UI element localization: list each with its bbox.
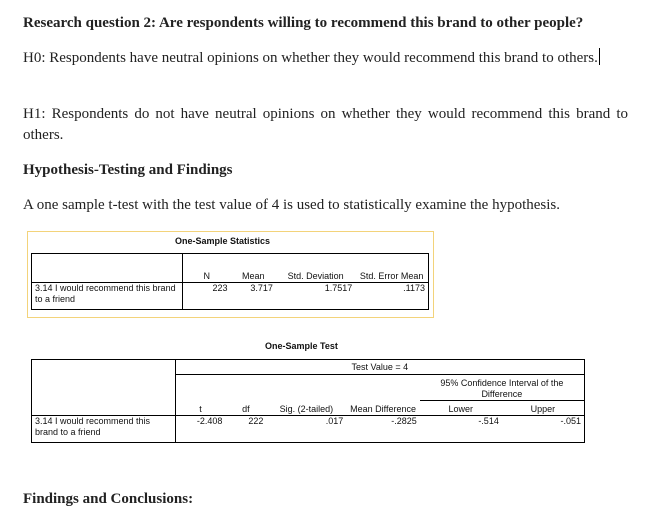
stats-sd: 1.7517 — [276, 283, 355, 310]
hypothesis-h0 — [23, 48, 628, 69]
test-title: One-Sample Test — [265, 341, 338, 351]
test-md: -.2825 — [346, 416, 419, 443]
test-spacer-df — [225, 375, 266, 401]
test-table — [31, 359, 585, 443]
test-row-label: 3.14 I would recommend this brand to a friend — [32, 416, 176, 443]
test-spacer-sig — [266, 375, 346, 401]
test-spacer-t — [175, 375, 225, 401]
stats-header-se: Std. Error Mean — [355, 254, 428, 283]
stats-table — [31, 253, 429, 310]
test-header-df: df — [242, 404, 250, 414]
test-header-upper: Upper — [502, 401, 585, 416]
stats-header-sd: Std. Deviation — [276, 254, 355, 283]
h0-text: H0: Respondents have neutral opinions on whether they would recommend this brand to others. — [23, 50, 598, 66]
stats-se: .1173 — [355, 283, 428, 310]
test-corner — [32, 360, 176, 416]
stats-row-label: 3.14 I would recommend this brand to a friend — [32, 283, 183, 310]
stats-header-mean: Mean — [231, 254, 276, 283]
test-upper: -.051 — [502, 416, 585, 443]
test-sig: .017 — [266, 416, 346, 443]
test-value-header: Test Value = 4 — [175, 360, 584, 375]
test-header-t: t — [199, 404, 202, 414]
section-title: Hypothesis-Testing and Findings — [23, 162, 233, 178]
test-t: -2.408 — [175, 416, 225, 443]
stats-corner — [32, 254, 183, 283]
test-header-lower: Lower — [448, 404, 474, 414]
text-cursor — [599, 48, 600, 65]
research-question: Research question 2: Are respondents willing to recommend this brand to other people? — [23, 15, 584, 31]
conclusions-title: Findings and Conclusions: — [23, 491, 194, 507]
hypothesis-h1: H1: Respondents do not have neutral opinions on whether they would recommend this brand to others. — [23, 106, 628, 143]
stats-mean: 3.717 — [231, 283, 276, 310]
test-header-sig: Sig. (2-tailed) — [279, 404, 334, 414]
stats-title: One-Sample Statistics — [175, 236, 271, 246]
test-header-md: Mean Difference — [350, 404, 416, 414]
intro-text: A one sample t-test with the test value of 4 is used to statistically examine the hypothesis. — [23, 197, 560, 213]
test-lower: -.514 — [420, 416, 502, 443]
test-ci-header: 95% Confidence Interval of the Difference — [420, 375, 585, 401]
stats-n: 223 — [182, 283, 230, 310]
stats-header-n: N — [182, 254, 230, 283]
test-df: 222 — [225, 416, 266, 443]
test-spacer-md — [346, 375, 419, 401]
